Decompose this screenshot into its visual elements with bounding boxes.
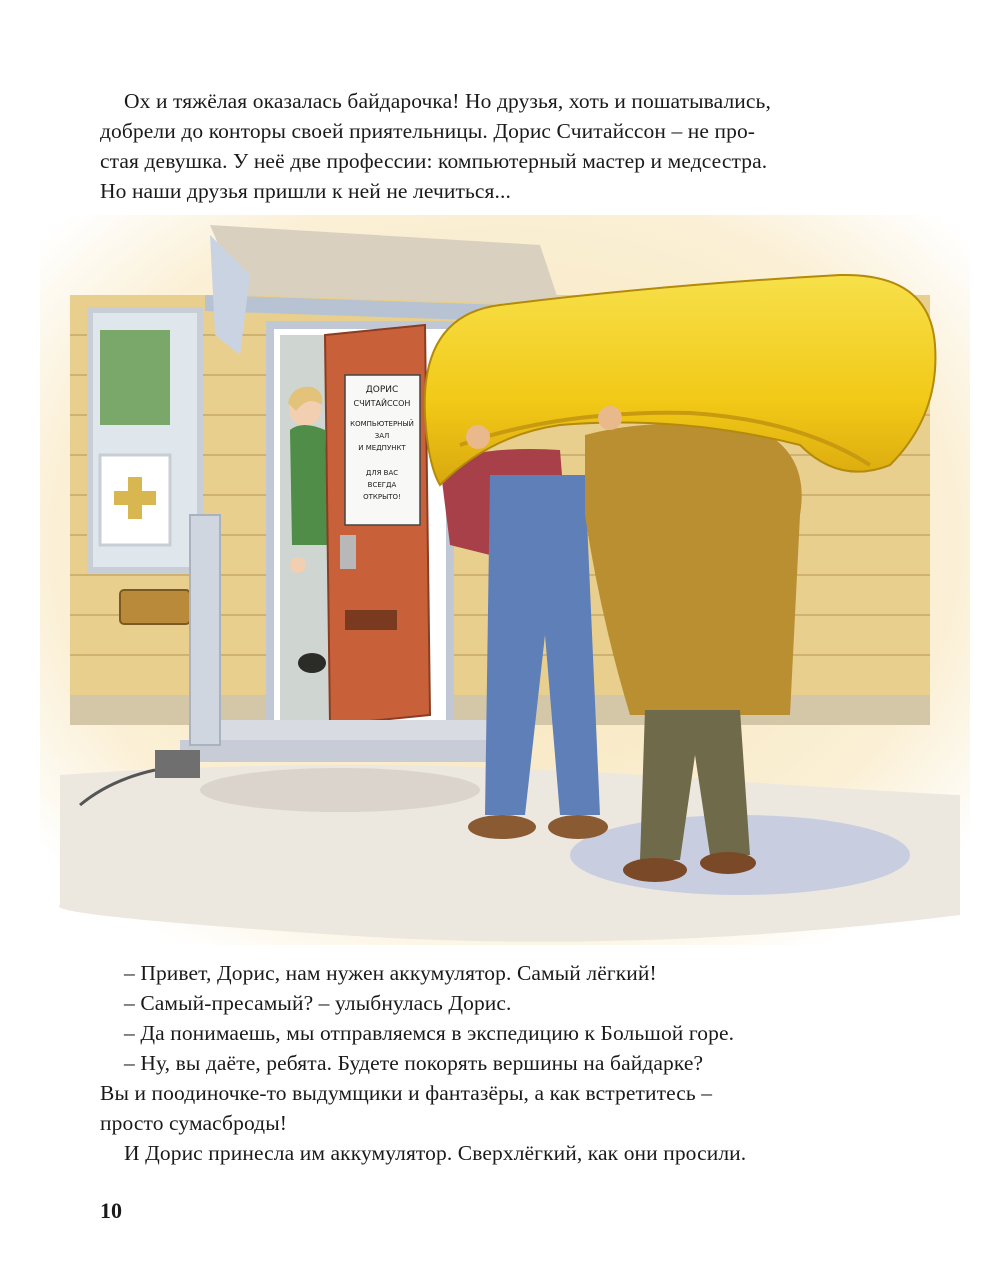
- door-handle: [340, 535, 356, 569]
- sign-text: СЧИТАЙССОН: [353, 399, 411, 408]
- dialogue-line: – Самый-пресамый? – улыбнулась Дорис.: [124, 991, 512, 1015]
- sign-text: И МЕДПУНКТ: [358, 444, 406, 452]
- mailbox: [120, 590, 190, 624]
- dialogue-line: – Привет, Дорис, нам нужен аккумулятор. Самый лёгкий!: [124, 961, 657, 985]
- mail-slot: [345, 610, 397, 630]
- sign-text: ЗАЛ: [374, 432, 390, 440]
- step: [180, 740, 500, 762]
- dialogue-line: – Да понимаешь, мы отправляемся в экспедицию к Большой горе.: [124, 1021, 735, 1045]
- intro-line: стая девушка. У неё две профессии: компьютерный мастер и медсестра.: [100, 149, 768, 173]
- intro-line: добрели до конторы своей приятельницы. Дорис Считайссон – не про-: [100, 119, 756, 143]
- dialogue-paragraph: [100, 958, 900, 1168]
- shoe: [700, 852, 756, 874]
- dialogue-line: – Ну, вы даёте, ребята. Будете покорять вершины на байдарке?: [124, 1051, 704, 1075]
- shoe: [468, 815, 536, 839]
- railing: [190, 515, 220, 745]
- window-pane: [100, 330, 170, 425]
- dialogue-line: просто сумасброды!: [100, 1111, 288, 1135]
- sign-text: ОТКРЫТО!: [363, 493, 401, 501]
- intro-line: Но наши друзья пришли к ней не лечиться...: [100, 179, 511, 203]
- shoe: [548, 815, 608, 839]
- doris-hand: [290, 557, 306, 573]
- shadow: [200, 768, 480, 812]
- page-number: 10: [100, 1198, 122, 1223]
- step: [190, 720, 490, 740]
- watercolor-illustration: [40, 215, 970, 945]
- intro-line: Ох и тяжёлая оказалась байдарочка! Но друзья, хоть и пошатывались,: [124, 89, 771, 113]
- dialogue-line: И Дорис принесла им аккумулятор. Сверхлёгкий, как они просили.: [124, 1141, 747, 1165]
- sign-text: ВСЕГДА: [367, 481, 397, 489]
- shoe: [623, 858, 687, 882]
- power-box: [155, 750, 200, 778]
- cat: [298, 653, 326, 673]
- hand: [466, 425, 490, 449]
- hand: [598, 406, 622, 430]
- doris-body: [290, 425, 328, 545]
- sign-text: ДОРИС: [365, 385, 399, 395]
- sign-text: ДЛЯ ВАС: [365, 469, 399, 477]
- dialogue-line: Вы и поодиночке-то выдумщики и фантазёры, а как встретитесь –: [100, 1081, 713, 1105]
- sign-text: КОМПЬЮТЕРНЫЙ: [350, 420, 414, 428]
- intro-paragraph: [100, 86, 900, 206]
